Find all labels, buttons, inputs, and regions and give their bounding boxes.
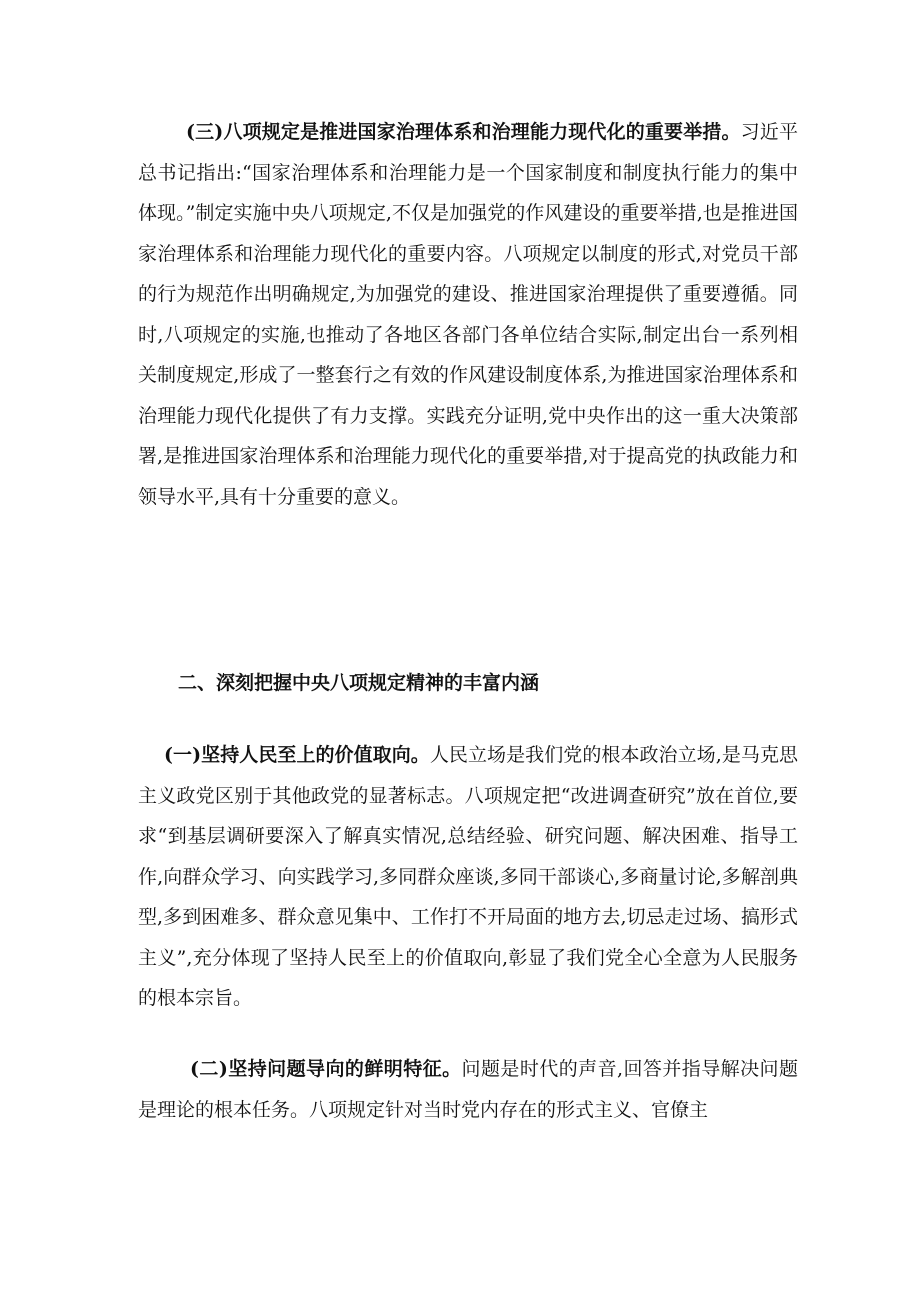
paragraph-section-2-1: [138, 735, 798, 1019]
paragraph-body: 问题是时代的声音,回答并指导解决问题是理论的根本任务。八项规定针对当时党内存在的形式主义、官僚主: [138, 1058, 798, 1121]
section-heading: 二、深刻把握中央八项规定精神的丰富内涵: [178, 672, 540, 694]
paragraph-section-2-2: [138, 1049, 798, 1130]
indent: [138, 1058, 190, 1080]
paragraph-lead: (一)坚持人民至上的价值取向。: [164, 744, 430, 766]
paragraph-lead: (三)八项规定是推进国家治理体系和治理能力现代化的重要举措。: [186, 121, 741, 143]
paragraph-body: 人民立场是我们党的根本政治立场,是马克思主义政党区别于其他政党的显著标志。八项规定把“改进调查研究”放在首位,要求“到基层调研要深入了解真实情况,总结经验、研究问题、解决困难、指导工作,向群众学习、向实践学习,多同群众座谈,多同干部谈心,多商量讨论,多解剖典型,多到困难多、群众意见集中、工作打不开局面的地方去,切忌走过场、搞形式主义”,充分体现了坚持人民至上的价值取向,彰显了我们党全心全意为人民服务的根本宗旨。: [138, 744, 799, 1009]
indent: [138, 744, 164, 766]
indent: [138, 121, 186, 143]
paragraph-body: 习近平总书记指出:“国家治理体系和治理能力是一个国家制度和制度执行能力的集中体现。”制定实施中央八项规定,不仅是加强党的作风建设的重要举措,也是推进国家治理体系和治理能力现代化的重要内容。八项规定以制度的形式,对党员干部的行为规范作出明确规定,为加强党的建设、推进国家治理提供了重要遵循。同时,八项规定的实施,也推动了各地区各部门各单位结合实际,制定出台一系列相关制度规定,形成了一整套行之有效的作风建设制度体系,为推进国家治理体系和治理能力现代化提供了有力支撑。实践充分证明,党中央作出的这一重大决策部署,是推进国家治理体系和治理能力现代化的重要举措,对于提高党的执政能力和领导水平,具有十分重要的意义。: [138, 121, 798, 508]
paragraph-section-3: [138, 112, 798, 517]
paragraph-lead: (二)坚持问题导向的鲜明特征。: [190, 1058, 462, 1080]
